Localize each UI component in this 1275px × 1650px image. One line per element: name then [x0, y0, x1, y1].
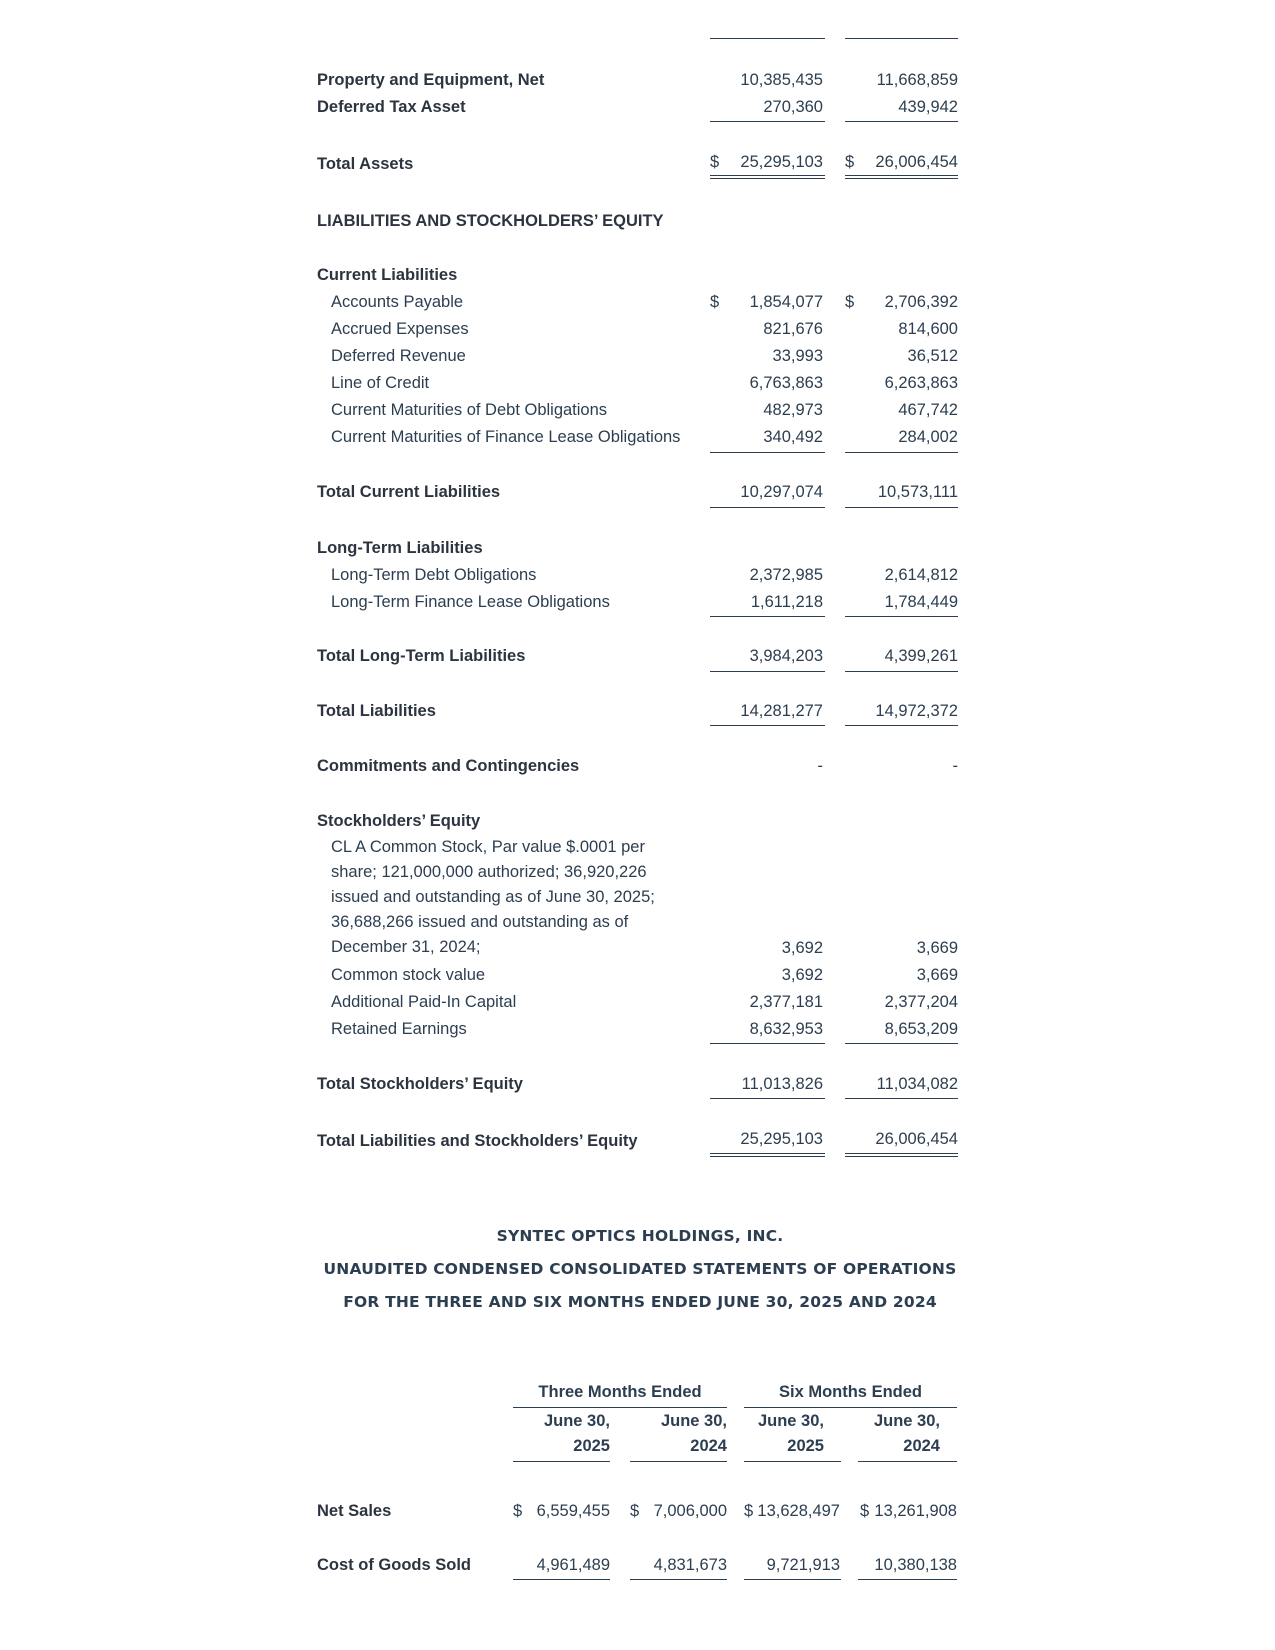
- value-2024: 467,742: [898, 401, 958, 419]
- value-2024: 3,669: [916, 966, 958, 984]
- value-cell: 6,559,455: [536, 1502, 610, 1520]
- description-line: 36,688,266 issued and outstanding as of: [331, 913, 629, 931]
- value-2025: 11,013,826: [741, 1075, 823, 1093]
- value-2025: 10,385,435: [740, 71, 823, 89]
- statement-title: UNAUDITED CONDENSED CONSOLIDATED STATEMENTS OF OPERATIONS: [323, 1260, 957, 1278]
- total-long-term-liabilities-label: Total Long-Term Liabilities: [317, 647, 526, 665]
- description-line: share; 121,000,000 authorized; 36,920,226: [331, 863, 647, 881]
- row-label: Long-Term Finance Lease Obligations: [331, 593, 610, 611]
- value-2024: 6,263,863: [884, 374, 958, 392]
- subtotal-rule: [710, 121, 825, 122]
- value-2024: 10,573,111: [877, 483, 958, 501]
- total-liabilities-equity-label: Total Liabilities and Stockholders’ Equity: [317, 1132, 638, 1150]
- value-2025: 270,360: [763, 98, 823, 116]
- value-2024: 14,972,372: [875, 702, 958, 720]
- total-assets-label: Total Assets: [317, 155, 414, 173]
- subtotal-rule: [845, 1043, 958, 1044]
- common-stock-description: [331, 835, 701, 960]
- value-cell: 7,006,000: [653, 1502, 727, 1520]
- value-2025: 6,763,863: [749, 374, 823, 392]
- value-2025: 3,984,203: [749, 647, 823, 665]
- column-header-year: 2025: [573, 1437, 610, 1455]
- total-liabilities-label: Total Liabilities: [317, 702, 436, 720]
- value-2024: 2,614,812: [884, 566, 958, 584]
- value-2024: 3,669: [916, 939, 958, 957]
- double-rule: [845, 175, 958, 179]
- value-2025: 3,692: [781, 966, 823, 984]
- total-rule: [845, 507, 958, 508]
- value-cell: 13,628,497: [757, 1502, 840, 1520]
- value-2025: 33,993: [772, 347, 823, 365]
- value-2024: 36,512: [907, 347, 958, 365]
- total-rule: [845, 671, 958, 672]
- equity-heading: Stockholders’ Equity: [317, 812, 481, 830]
- total-assets-2024: 26,006,454: [875, 153, 958, 171]
- row-label: Deferred Tax Asset: [317, 98, 466, 116]
- subtotal-rule: [845, 121, 958, 122]
- header-rule: [513, 1461, 610, 1462]
- column-header: [858, 1409, 940, 1459]
- row-label: Accounts Payable: [331, 293, 464, 311]
- total-rule: [845, 1098, 958, 1099]
- header-rule: [630, 1461, 727, 1462]
- column-rule: [845, 38, 958, 39]
- column-header: [513, 1409, 610, 1459]
- total-current-liabilities-label: Total Current Liabilities: [317, 483, 501, 501]
- total-equity-label: Total Stockholders’ Equity: [317, 1075, 523, 1093]
- subtotal-rule: [710, 452, 825, 453]
- column-header-year: 2025: [787, 1437, 824, 1455]
- total-rule: [710, 1098, 825, 1099]
- value-2025: 1,854,077: [749, 293, 823, 311]
- value-2025: 340,492: [763, 428, 823, 446]
- value-2025: 14,281,277: [740, 702, 823, 720]
- double-rule: [710, 175, 825, 179]
- column-header-year: 2024: [903, 1437, 940, 1455]
- value-2024: 26,006,454: [875, 1130, 958, 1148]
- row-label: Current Maturities of Debt Obligations: [331, 401, 608, 419]
- value-2025: -: [817, 757, 823, 775]
- value-2024: 11,668,859: [876, 71, 958, 89]
- value-2025: 10,297,074: [740, 483, 823, 501]
- value-cell: 4,961,489: [536, 1556, 610, 1574]
- value-2024: 11,034,082: [876, 1075, 958, 1093]
- current-liabilities-heading: Current Liabilities: [317, 266, 458, 284]
- row-label: Current Maturities of Finance Lease Obligations: [331, 428, 681, 446]
- value-2024: 2,377,204: [884, 993, 958, 1011]
- subtotal-rule: [630, 1579, 727, 1580]
- total-rule: [845, 725, 958, 726]
- subtotal-rule: [845, 616, 958, 617]
- double-rule: [845, 1153, 958, 1157]
- value-cell: 4,831,673: [653, 1556, 727, 1574]
- column-header-line: June 30,: [757, 1412, 824, 1430]
- value-2025: 2,377,181: [749, 993, 823, 1011]
- column-header-year: 2024: [690, 1437, 727, 1455]
- company-name: SYNTEC OPTICS HOLDINGS, INC.: [496, 1227, 784, 1245]
- subtotal-rule: [710, 1043, 825, 1044]
- column-header-line: June 30,: [543, 1412, 610, 1430]
- six-months-header: Six Months Ended: [778, 1383, 922, 1401]
- column-rule: [710, 38, 825, 39]
- long-term-liabilities-heading: Long-Term Liabilities: [317, 539, 483, 557]
- row-label: Accrued Expenses: [331, 320, 469, 338]
- dollar-sign: $: [710, 293, 720, 311]
- description-line: CL A Common Stock, Par value $.0001 per: [331, 838, 645, 856]
- description-line: December 31, 2024;: [331, 938, 481, 956]
- total-rule: [710, 671, 825, 672]
- value-2025: 8,632,953: [749, 1020, 823, 1038]
- header-rule: [744, 1461, 841, 1462]
- description-line: issued and outstanding as of June 30, 2025;: [331, 888, 655, 906]
- subtotal-rule: [845, 452, 958, 453]
- value-cell: 9,721,913: [766, 1556, 840, 1574]
- dollar-sign: $: [630, 1502, 640, 1520]
- value-2024: 814,600: [898, 320, 958, 338]
- section-heading: LIABILITIES AND STOCKHOLDERS’ EQUITY: [317, 212, 664, 230]
- subtotal-rule: [710, 616, 825, 617]
- header-rule: [513, 1407, 727, 1408]
- three-months-header: Three Months Ended: [538, 1383, 702, 1401]
- row-label: Retained Earnings: [331, 1020, 467, 1038]
- dollar-sign: $: [845, 293, 855, 311]
- value-2025: 2,372,985: [749, 566, 823, 584]
- value-2025: 821,676: [763, 320, 823, 338]
- value-cell: 13,261,908: [874, 1502, 957, 1520]
- subtotal-rule: [744, 1579, 841, 1580]
- commitments-label: Commitments and Contingencies: [317, 757, 580, 775]
- value-2025: 482,973: [763, 401, 823, 419]
- net-sales-label: Net Sales: [317, 1502, 392, 1520]
- column-header: [630, 1409, 727, 1459]
- row-label: Long-Term Debt Obligations: [331, 566, 537, 584]
- header-rule: [858, 1461, 957, 1462]
- total-rule: [710, 507, 825, 508]
- value-2025: 3,692: [781, 939, 823, 957]
- row-label: Property and Equipment, Net: [317, 71, 545, 89]
- column-header-line: June 30,: [660, 1412, 727, 1430]
- value-cell: 10,380,138: [874, 1556, 957, 1574]
- value-2024: 439,942: [898, 98, 958, 116]
- value-2024: -: [952, 757, 958, 775]
- row-label: Line of Credit: [331, 374, 430, 392]
- header-rule: [744, 1407, 957, 1408]
- value-2024: 4,399,261: [884, 647, 958, 665]
- dollar-sign: $: [845, 153, 855, 171]
- value-2025: 1,611,218: [750, 593, 823, 611]
- value-2024: 284,002: [898, 428, 958, 446]
- dollar-sign: $: [744, 1502, 754, 1520]
- column-header-line: June 30,: [873, 1412, 940, 1430]
- row-label: Common stock value: [331, 966, 486, 984]
- column-header: [744, 1409, 824, 1459]
- statement-period: FOR THE THREE AND SIX MONTHS ENDED JUNE 30, 2025 AND 2024: [343, 1293, 937, 1311]
- value-2025: 25,295,103: [740, 1130, 823, 1148]
- value-2024: 8,653,209: [884, 1020, 958, 1038]
- value-2024: 1,784,449: [884, 593, 958, 611]
- dollar-sign: $: [513, 1502, 523, 1520]
- subtotal-rule: [858, 1579, 957, 1580]
- subtotal-rule: [513, 1579, 610, 1580]
- total-rule: [710, 725, 825, 726]
- double-rule: [710, 1153, 825, 1157]
- value-2024: 2,706,392: [884, 293, 958, 311]
- dollar-sign: $: [860, 1502, 870, 1520]
- dollar-sign: $: [710, 153, 720, 171]
- row-label: Deferred Revenue: [331, 347, 466, 365]
- cogs-label: Cost of Goods Sold: [317, 1556, 471, 1574]
- row-label: Additional Paid-In Capital: [331, 993, 517, 1011]
- total-assets-2025: 25,295,103: [740, 153, 823, 171]
